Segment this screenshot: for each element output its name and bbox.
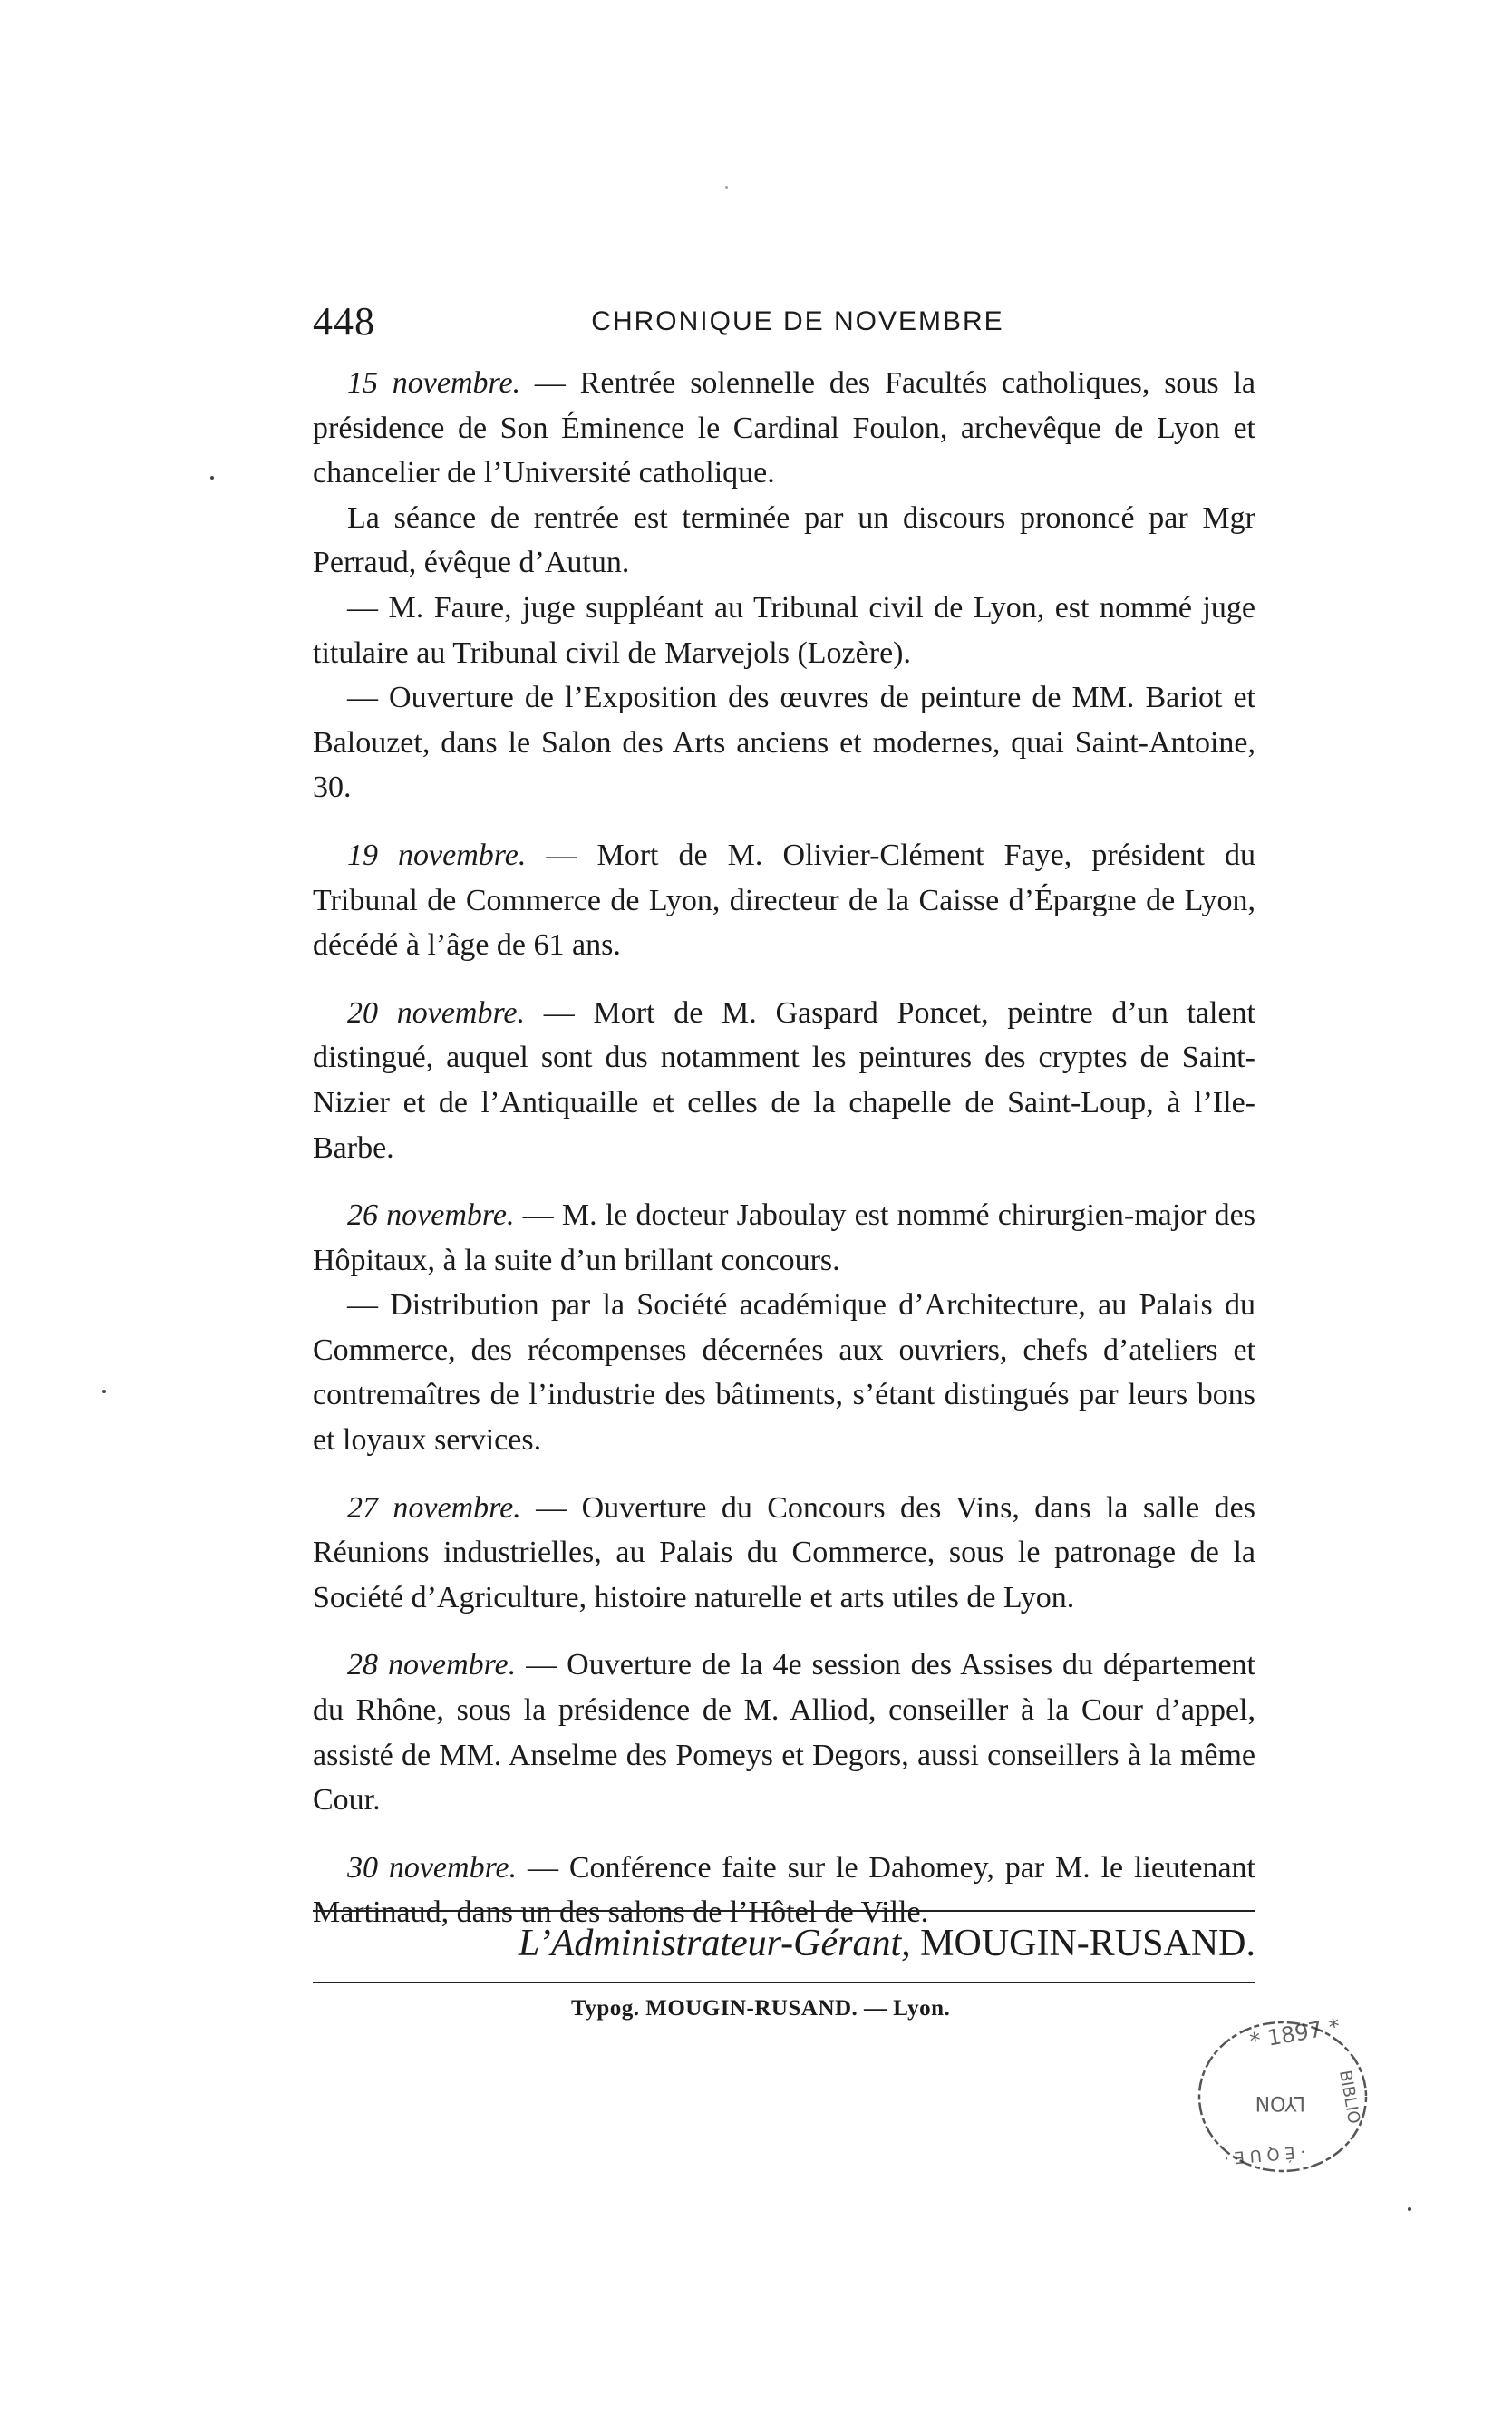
speck [102,1390,106,1393]
entry-paragraph [313,1283,1255,1462]
entry-paragraph [313,496,1255,586]
svg-text:LYON: LYON [1255,2091,1305,2114]
entry-text: — Distribution par la Société académique d’Architecture, au Palais du Commerce, des récompenses décernées aux ouvriers, chefs d’ateliers et contremaîtres de l’industrie des bâtiments, s’étant distingués par leurs bons et loyaux services. [313,1288,1255,1458]
entry-paragraph [313,1643,1255,1822]
entry-text: — Ouverture de la 4e session des Assises du département du Rhône, sous la présidence de M. Alliod, conseiller à la Cour d’appel, assisté de MM. Anselme des Pomeys et Degors, aussi conseillers à la même Cour. [313,1648,1256,1818]
entry-paragraph [313,1193,1255,1283]
entry-date: 28 novembre. [347,1648,517,1682]
entry-paragraph [313,675,1255,810]
printer-imprint: Typog. MOUGIN-RUSAND. — Lyon. [571,1996,951,2021]
entry-paragraph [313,833,1255,968]
entry-paragraph [313,991,1255,1170]
entry-text: — M. Faure, juge suppléant au Tribunal civil de Lyon, est nommé juge titulaire au Tribunal civil de Marvejols (Lozère). [313,590,1255,670]
entry-date: 19 novembre. [347,838,527,872]
chronicle-body [313,361,1255,1935]
signature-name: MOUGIN-RUSAND. [920,1923,1255,1964]
speck [210,476,214,480]
entry-text: — M. le docteur Jaboulay est nommé chirurgien-major des Hôpitaux, à la suite d’un brillant concours. [313,1198,1256,1277]
signature-line [519,1915,1255,1973]
entry-date: 20 novembre. [347,995,526,1030]
entry-date: 27 novembre. [347,1490,521,1525]
entry-date: 30 novembre. [347,1850,518,1885]
speck [1408,2207,1411,2211]
svg-text:BIBLIO: BIBLIO [1335,2069,1364,2126]
running-header [313,295,1255,349]
page-number: 448 [313,299,375,344]
entry-date: 26 novembre. [347,1198,515,1233]
divider-rule [313,1910,1255,1912]
entry-paragraph [313,1486,1255,1621]
entry-text: La séance de rentrée est terminée par un discours prononcé par Mgr Perraud, évêque d’Autun. [313,500,1255,580]
entry-paragraph [313,586,1255,675]
entry-text: — Conférence faite sur le Dahomey, par M. le lieutenant Martinaud, dans un des salons de l’Hôtel de Ville. [313,1850,1256,1930]
page-title: CHRONIQUE DE NOVEMBRE [591,306,1004,336]
speck [725,186,728,189]
entry-date: 15 novembre. [347,366,521,400]
entry-text: — Mort de M. Olivier-Clément Faye, président du Tribunal de Commerce de Lyon, directeur de la Caisse d’Épargne de Lyon, décédé à l’âge de 61 ans. [313,838,1256,963]
entry-text: — Mort de M. Gaspard Poncet, peintre d’un talent distingué, auquel sont dus notamment les peintures des cryptes de Saint-Nizier et de l’Antiquaille et celles de la chapelle de Saint-Loup, à l’Ile-Barbe. [313,995,1256,1165]
library-stamp-icon [1187,2008,1378,2180]
entry-text: — Ouverture du Concours des Vins, dans la salle des Réunions industrielles, au Palais du Commerce, sous le patronage de la Société d’Agriculture, histoire naturelle et arts utiles de Lyon. [313,1490,1256,1614]
entry-text: — Ouverture de l’Exposition des œuvres de peinture de MM. Bariot et Balouzet, dans le Salon des Arts anciens et modernes, quai Saint-Antoine, 30. [313,681,1255,805]
signature-role: L’Administrateur-Gérant, [518,1923,911,1964]
entry-text: — Rentrée solennelle des Facultés catholiques, sous la présidence de Son Éminence le Cardinal Foulon, archevêque de Lyon et chancelier de l’Université catholique. [313,366,1255,490]
divider-rule [313,1982,1255,1983]
svg-text:· É Q U E ·: · É Q U E · [1223,2141,1306,2168]
svg-text:* 1897 *: * 1897 * [1247,2013,1342,2055]
entry-paragraph [313,361,1255,496]
